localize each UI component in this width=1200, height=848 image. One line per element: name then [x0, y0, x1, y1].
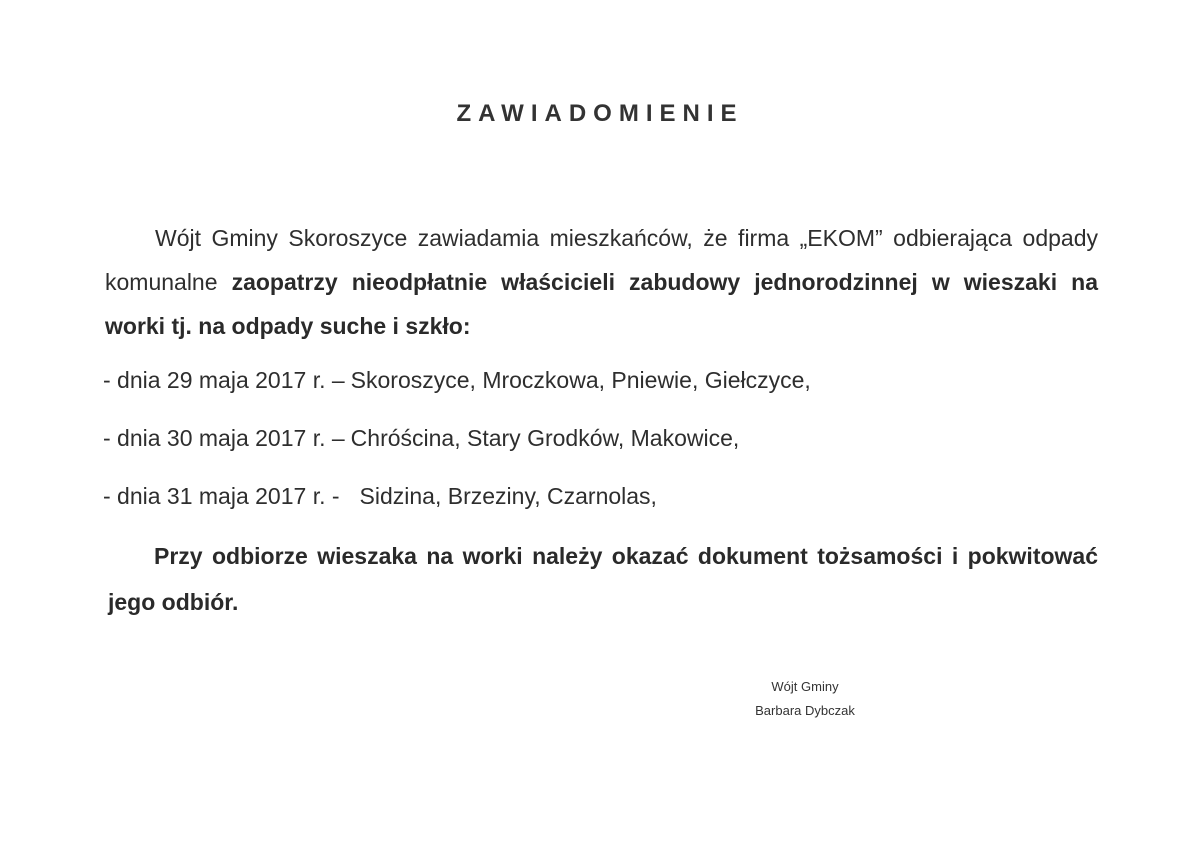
document-title: ZAWIADOMIENIE [456, 100, 744, 127]
schedule-date: - dnia 31 maja 2017 r. - [103, 483, 340, 509]
intro-regular-text: Wójt Gminy Skoroszyce zawiadamia mieszkańców, że firma „EKOM” odbierająca odpady komunalne [105, 225, 1098, 295]
intro-bold-text: zaopatrzy nieodpłatnie właścicieli zabudowy jednorodzinnej w wieszaki na worki tj. na odpady suche i szkło: [105, 269, 1098, 339]
schedule-places: Skoroszyce, Mroczkowa, Pniewie, Giełczyce, [350, 367, 811, 393]
schedule-item [103, 483, 657, 510]
intro-paragraph [105, 216, 1098, 348]
schedule-places: Chróścina, Stary Grodków, Makowice, [350, 425, 740, 451]
schedule-date: - dnia 29 maja 2017 r. – [103, 367, 345, 393]
pickup-note-text: Przy odbiorze wieszaka na worki należy okazać dokument tożsamości i pokwitować jego odbiór. [108, 543, 1098, 615]
signature-name: Barbara Dybczak [755, 703, 855, 718]
signature-role: Wójt Gminy [771, 679, 839, 694]
schedule-item [103, 425, 739, 452]
schedule-places: Sidzina, Brzeziny, Czarnolas, [359, 483, 657, 509]
pickup-note [108, 533, 1098, 625]
schedule-date: - dnia 30 maja 2017 r. – [103, 425, 345, 451]
schedule-item [103, 367, 811, 394]
signature-block [740, 675, 870, 723]
